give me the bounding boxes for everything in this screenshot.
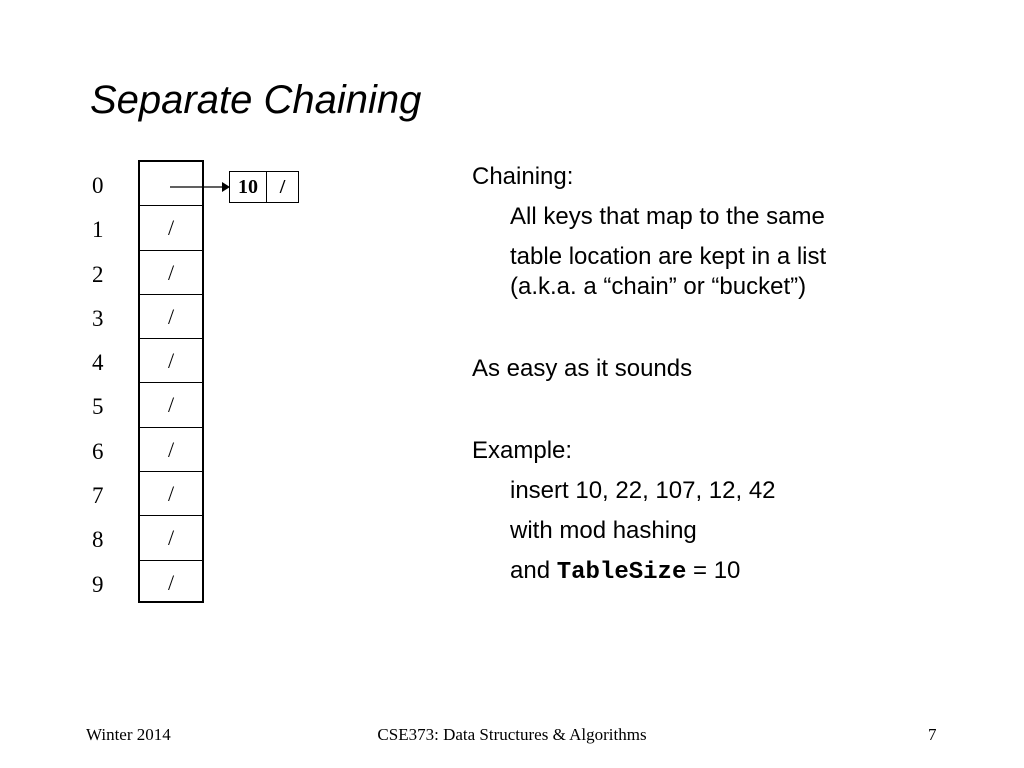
- footer-course: CSE373: Data Structures & Algorithms: [377, 725, 647, 744]
- hash-table-indices: [92, 164, 122, 607]
- chaining-text: All keys that map to the same: [510, 203, 825, 230]
- table-index: 8: [92, 527, 104, 553]
- table-cell: /: [140, 206, 202, 250]
- chaining-heading: Chaining:: [472, 163, 574, 190]
- tablesize-code: TableSize: [556, 559, 687, 586]
- example-heading: Example:: [472, 437, 573, 464]
- table-index: 6: [92, 438, 104, 464]
- chaining-text: table location are kept in a list: [510, 243, 827, 270]
- list-node: [229, 171, 299, 203]
- table-index: 7: [92, 483, 104, 509]
- slide-body: [472, 162, 952, 588]
- table-index: 9: [92, 571, 104, 597]
- chaining-text: (a.k.a. a “chain” or “bucket”): [510, 273, 807, 300]
- example-text: [472, 556, 952, 588]
- table-index: 4: [92, 350, 104, 376]
- table-cell: /: [140, 472, 202, 516]
- example-text: insert 10, 22, 107, 12, 42: [510, 477, 776, 504]
- table-cell: /: [140, 295, 202, 339]
- table-cell: /: [167, 569, 175, 595]
- node-next-null: /: [279, 176, 286, 198]
- table-cell: /: [140, 428, 202, 472]
- table-index: 1: [92, 217, 104, 243]
- example-and: and: [510, 557, 551, 584]
- example-text: with mod hashing: [510, 517, 697, 544]
- table-index: 2: [92, 261, 104, 287]
- page-number: 7: [928, 725, 937, 744]
- easy-text: As easy as it sounds: [472, 355, 693, 382]
- slide-title: Separate Chaining: [90, 78, 422, 122]
- table-index: 3: [92, 305, 104, 331]
- table-index: 5: [92, 394, 104, 420]
- node-key: 10: [230, 172, 267, 202]
- table-cell: /: [140, 339, 202, 383]
- table-cell: /: [140, 251, 202, 295]
- example-rest: = 10: [693, 557, 741, 584]
- pointer-arrow: [170, 180, 232, 194]
- table-index: 0: [92, 173, 104, 198]
- table-cell: /: [140, 516, 202, 560]
- hash-table-array: [138, 160, 204, 603]
- footer-date: Winter 2014: [86, 725, 171, 744]
- table-cell: /: [140, 383, 202, 427]
